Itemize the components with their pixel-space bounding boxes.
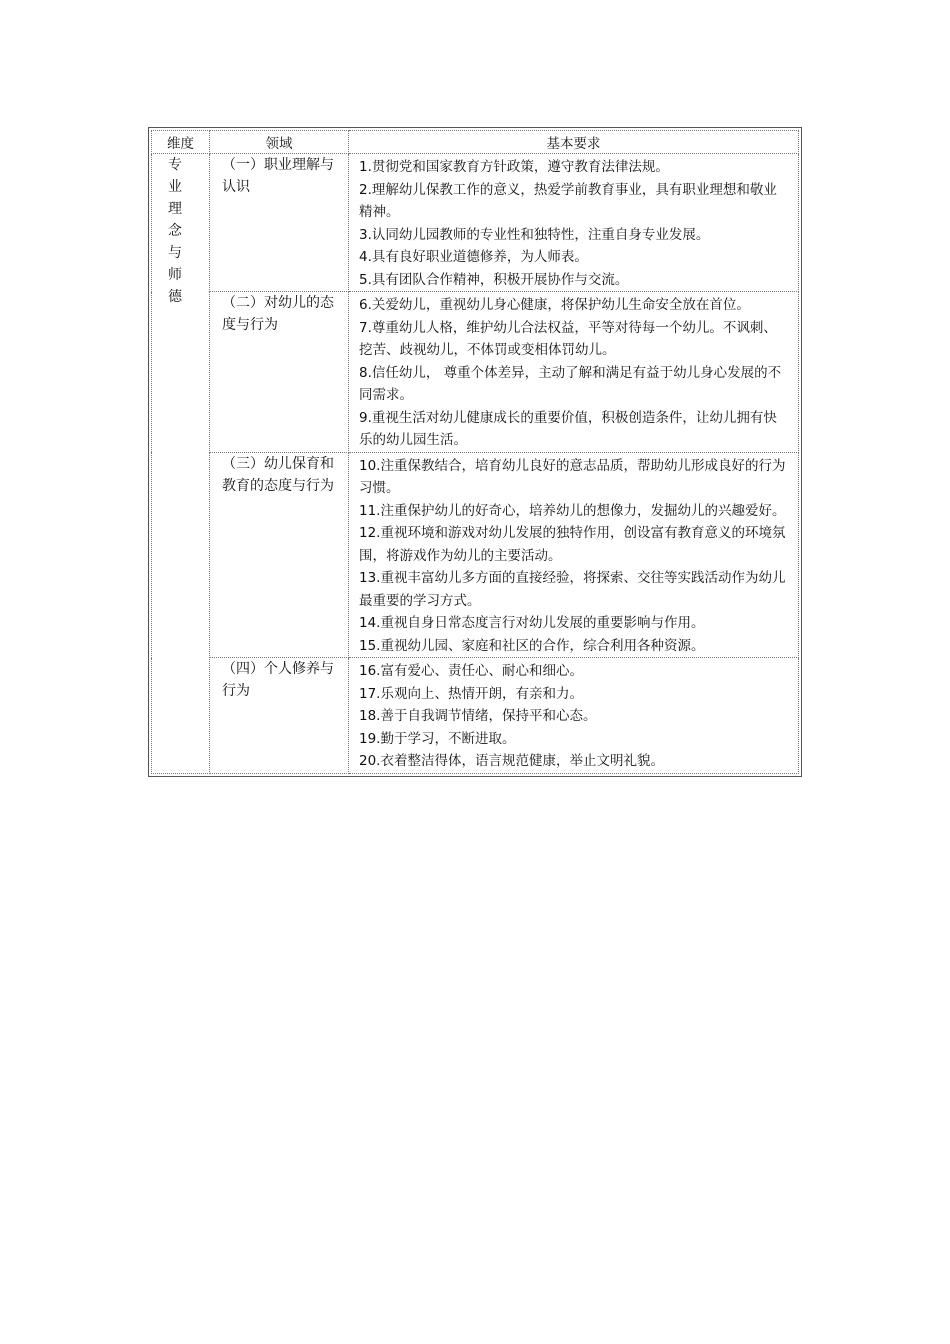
- field-cell: （四）个人修养与行为: [210, 658, 349, 774]
- requirement-item: 16.富有爱心、责任心、耐心和细心。: [359, 663, 583, 679]
- requirements-cell: [349, 154, 799, 292]
- requirement-item: 9.重视生活对幼儿健康成长的重要价值，积极创造条件，让幼儿拥有快乐的幼儿园生活。: [359, 409, 777, 448]
- table-row: [152, 154, 799, 292]
- requirement-item: 20.衣着整洁得体，语言规范健康，举止文明礼貌。: [359, 753, 664, 769]
- table-row: [152, 658, 799, 774]
- requirement-item: 15.重视幼儿园、家庭和社区的合作，综合利用各种资源。: [359, 637, 705, 654]
- requirement-item: 14.重视自身日常态度言行对幼儿发展的重要影响与作用。: [359, 615, 705, 631]
- standards-table-frame: [148, 127, 802, 777]
- blank-page-area: [0, 830, 950, 1344]
- requirement-item: 3.认同幼儿园教师的专业性和独特性，注重自身专业发展。: [359, 226, 710, 243]
- requirement-item: 11.注重保护幼儿的好奇心，培养幼儿的想像力，发掘幼儿的兴趣爱好。: [359, 502, 786, 519]
- standards-table: [151, 130, 799, 774]
- field-cell: （一）职业理解与认识: [210, 154, 349, 292]
- table-row: [152, 452, 799, 658]
- requirement-item: 5.具有团队合作精神，积极开展协作与交流。: [359, 271, 629, 288]
- requirements-cell: [349, 292, 799, 453]
- requirement-item: 12.重视环境和游戏对幼儿发展的独特作用，创设富有教育意义的环境氛围，将游戏作为幼儿的主要活动。: [359, 525, 786, 564]
- requirement-item: 6.关爱幼儿，重视幼儿身心健康，将保护幼儿生命安全放在首位。: [359, 297, 750, 313]
- header-field: 领域: [210, 131, 349, 154]
- requirements-cell: [349, 658, 799, 774]
- requirement-item: 10.注重保教结合，培育幼儿良好的意志品质，帮助幼儿形成良好的行为习惯。: [359, 457, 786, 496]
- requirement-item: 4.具有良好职业道德修养，为人师表。: [359, 249, 588, 265]
- header-requirements: 基本要求: [349, 131, 799, 154]
- requirement-item: 19.勤于学习，不断进取。: [359, 730, 516, 747]
- dimension-cell: 专业理念与师德: [152, 154, 210, 774]
- requirement-item: 2.理解幼儿保教工作的意义，热爱学前教育事业，具有职业理想和敬业精神。: [359, 181, 777, 220]
- header-row: [152, 131, 799, 154]
- requirement-item: 1.贯彻党和国家教育方针政策，遵守教育法律法规。: [359, 159, 669, 175]
- requirement-item: 13.重视丰富幼儿多方面的直接经验，将探索、交往等实践活动作为幼儿最重要的学习方式。: [359, 570, 786, 609]
- requirement-item: 17.乐观向上、热情开朗，有亲和力。: [359, 685, 583, 702]
- requirements-cell: [349, 452, 799, 658]
- field-cell: （二）对幼儿的态度与行为: [210, 292, 349, 453]
- header-dimension: 维度: [152, 131, 210, 154]
- requirement-item: 18.善于自我调节情绪，保持平和心态。: [359, 708, 597, 724]
- requirement-item: 8.信任幼儿， 尊重个体差异，主动了解和满足有益于幼儿身心发展的不同需求。: [359, 364, 782, 403]
- table-row: [152, 292, 799, 453]
- requirement-item: 7.尊重幼儿人格，维护幼儿合法权益，平等对待每一个幼儿。不讽刺、挖苦、歧视幼儿，不体罚或变相体罚幼儿。: [359, 319, 777, 358]
- field-cell: （三）幼儿保育和教育的态度与行为: [210, 452, 349, 658]
